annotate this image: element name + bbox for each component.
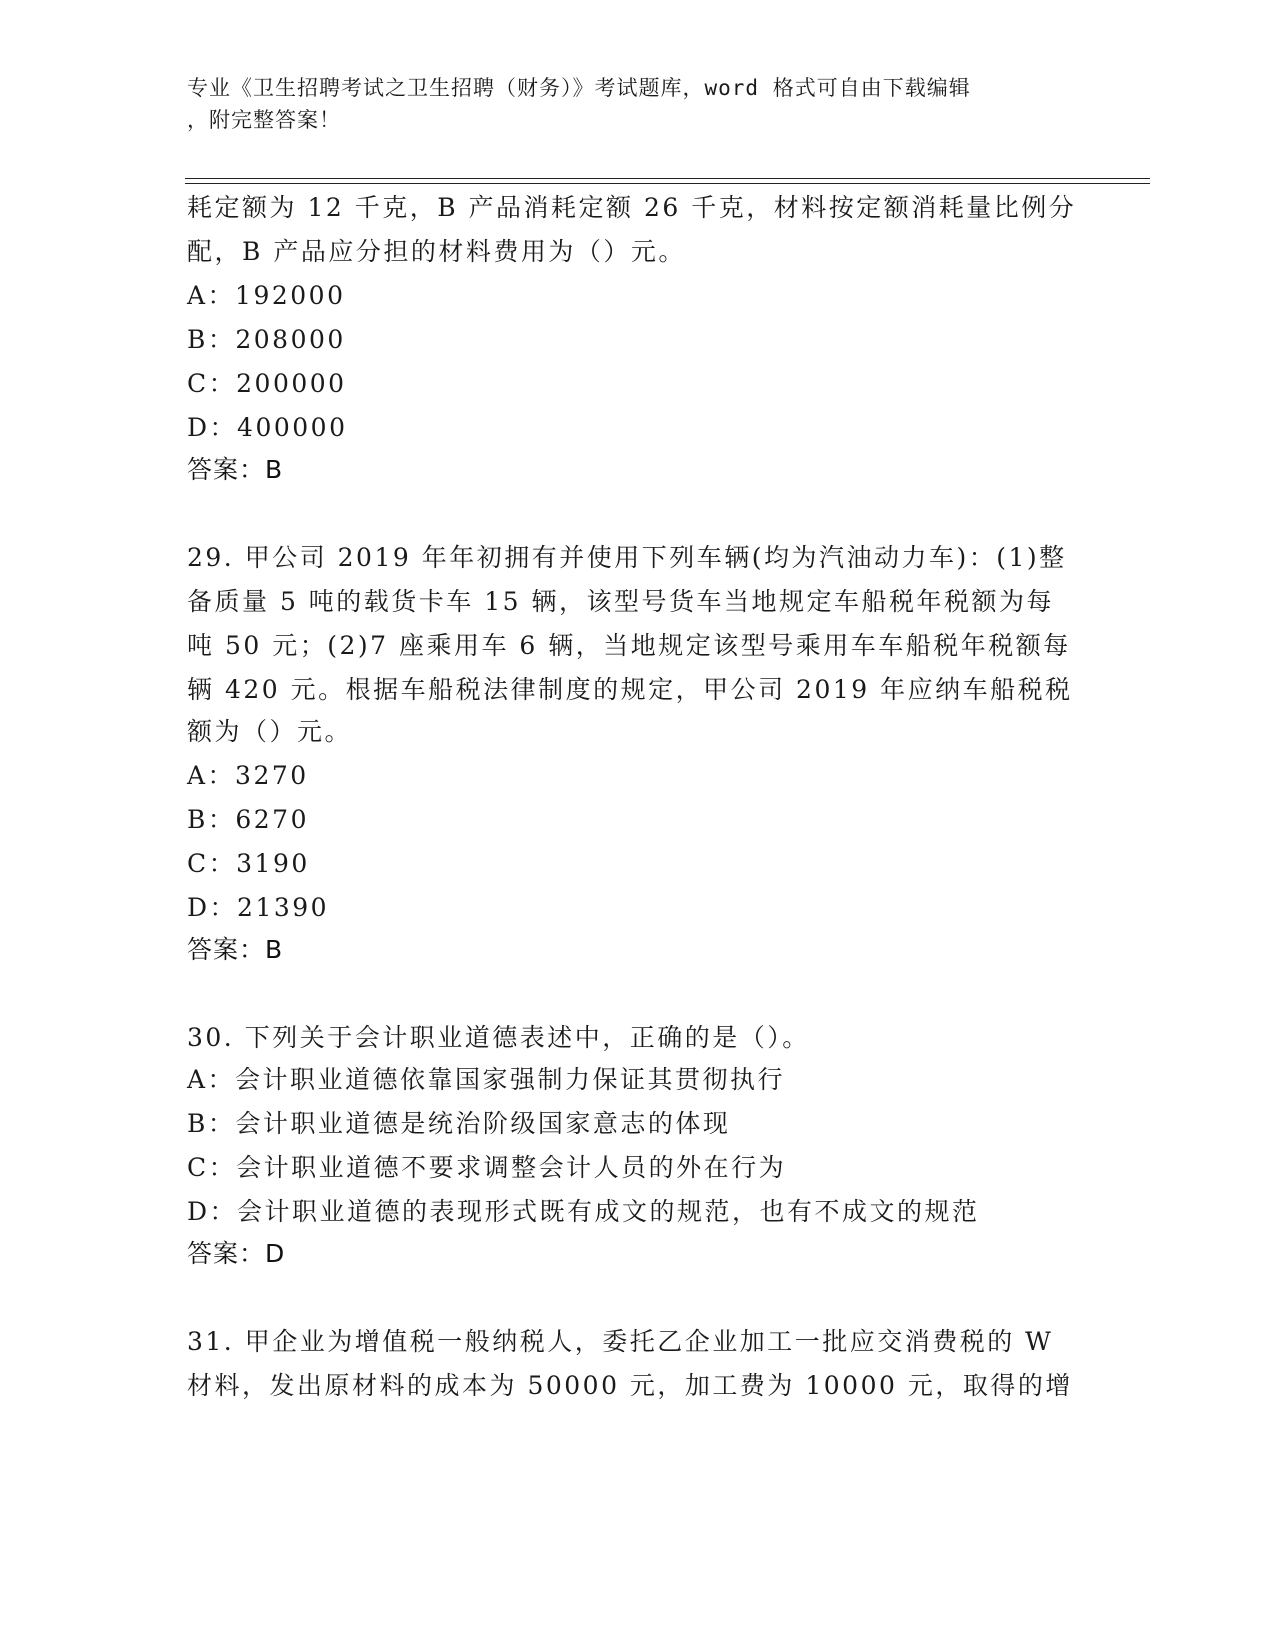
document-header (187, 72, 1067, 136)
option-c: C：200000 (187, 369, 347, 398)
answer-label: 答案：B (187, 455, 284, 484)
option-d: D：会计职业道德的表现形式既有成文的规范，也有不成文的规范 (187, 1197, 980, 1226)
option-a: A：192000 (187, 281, 346, 310)
question-stem-line: 额为（）元。 (187, 717, 353, 746)
question-stem-line: 辆 420 元。根据车船税法律制度的规定，甲公司 2019 年应纳车船税税 (187, 675, 1073, 704)
question-stem-line: 29. 甲公司 2019 年年初拥有并使用下列车辆(均为汽油动力车)：(1)整 (187, 543, 1067, 572)
question-stem-line: 30. 下列关于会计职业道德表述中，正确的是（）。 (187, 1023, 810, 1052)
header-divider-bottom (185, 183, 1150, 184)
option-c: C：会计职业道德不要求调整会计人员的外在行为 (187, 1153, 787, 1182)
question-stem-line: 吨 50 元；(2)7 座乘用车 6 辆，当地规定该型号乘用车车船税年税额每 (187, 631, 1071, 660)
option-d: D：400000 (187, 413, 348, 442)
option-a: A：会计职业道德依靠国家强制力保证其贯彻执行 (187, 1065, 786, 1094)
question-stem-line: 材料，发出原材料的成本为 50000 元，加工费为 10000 元，取得的增 (187, 1371, 1073, 1400)
option-b: B：会计职业道德是统治阶级国家意志的体现 (187, 1109, 731, 1138)
question-stem-line: 31. 甲企业为增值税一般纳税人，委托乙企业加工一批应交消费税的 W (187, 1327, 1054, 1356)
header-line-2: ，附完整答案！ (187, 108, 341, 132)
answer-label: 答案：D (187, 1239, 286, 1268)
question-stem-line: 配，B 产品应分担的材料费用为（）元。 (187, 237, 686, 266)
header-divider-top (185, 178, 1150, 179)
question-stem-line: 耗定额为 12 千克，B 产品消耗定额 26 千克，材料按定额消耗量比例分 (187, 193, 1077, 222)
answer-label: 答案：B (187, 935, 284, 964)
option-c: C：3190 (187, 849, 310, 878)
option-d: D：21390 (187, 893, 330, 922)
question-stem-line: 备质量 5 吨的载货卡车 15 辆，该型号货车当地规定车船税年税额为每 (187, 587, 1055, 616)
option-b: B：208000 (187, 325, 346, 354)
header-line-1: 专业《卫生招聘考试之卫生招聘（财务）》考试题库，word 格式可自由下载编辑 (187, 76, 971, 100)
option-a: A：3270 (187, 761, 309, 790)
option-b: B：6270 (187, 805, 309, 834)
